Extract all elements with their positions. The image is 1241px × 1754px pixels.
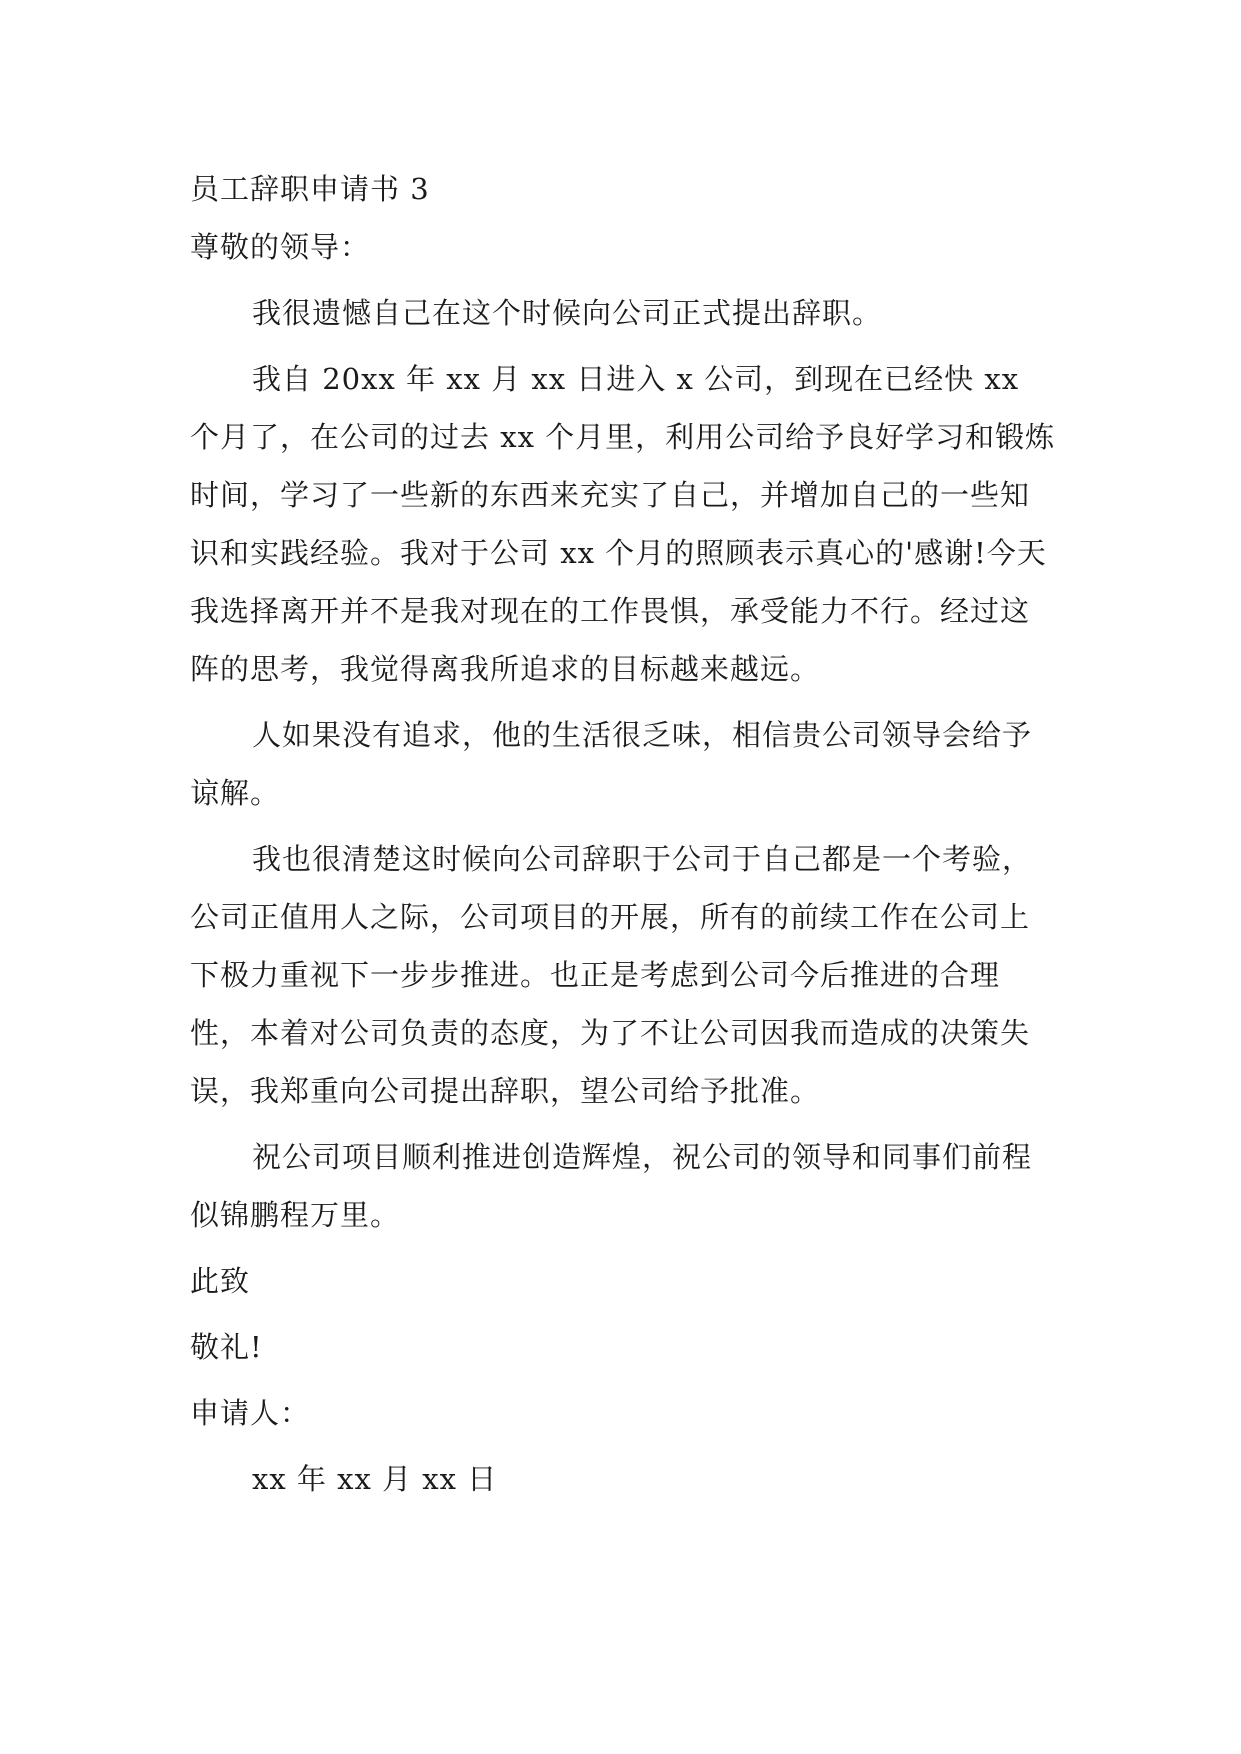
document-title: 员工辞职申请书 3 [190,172,430,206]
paragraph-4: 我也很清楚这时候向公司辞职于公司于自己都是一个考验，公司正值用人之际，公司项目的开展，所有的前续工作在公司上下极力重视下一步步推进。也正是考虑到公司今后推进的合理性，本着对公司负责的态度，为了不让公司因我而造成的决策失误，我郑重向公司提出辞职，望公司给予批准。 [190,842,1033,1108]
paragraph-5: 祝公司项目顺利推进创造辉煌，祝公司的领导和同事们前程似锦鹏程万里。 [190,1140,1033,1232]
paragraph-1: 我很遗憾自己在这个时候向公司正式提出辞职。 [252,296,883,330]
applicant-label: 申请人： [190,1396,311,1430]
closing-line-1: 此致 [190,1264,251,1298]
paragraph-2: 我自 20xx 年 xx 月 xx 日进入 x 公司，到现在已经快 xx 个月了，在公司的过去 xx 个月里，利用公司给予良好学习和锻炼时间，学习了一些新的东西来充实了自己，并增加自己的一些知识和实践经验。我对于公司 xx 个月的照顾表示真心的'感谢!今天我选择离开并不是我对现在的工作畏惧，承受能力不行。经过这阵的思考，我觉得离我所追求的目标越来越远。 [190,362,1056,686]
closing-line-2: 敬礼! [190,1330,263,1364]
salutation: 尊敬的领导： [190,230,371,264]
document-body [190,160,1058,1508]
paragraph-3: 人如果没有追求，他的生活很乏味，相信贵公司领导会给予谅解。 [190,718,1033,810]
date-line: xx 年 xx 月 xx 日 [252,1462,498,1496]
